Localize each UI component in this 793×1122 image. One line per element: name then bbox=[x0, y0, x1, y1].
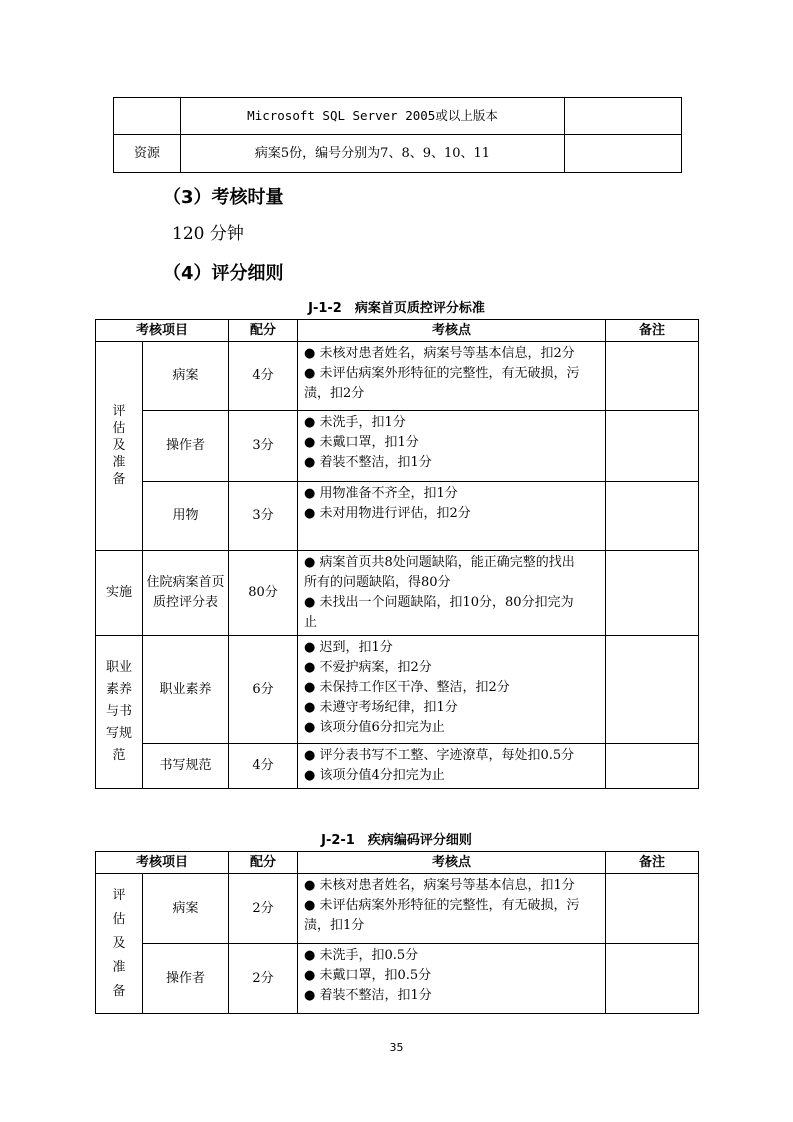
table1-note-cell bbox=[606, 636, 699, 744]
table1-note-cell bbox=[606, 342, 699, 411]
table1-item-cell: 操作者 bbox=[143, 411, 229, 482]
table1-group2-label: 实施 bbox=[96, 551, 143, 636]
exam-duration: 120 分钟 bbox=[172, 224, 244, 244]
point-line: ● 着装不整洁，扣1分 bbox=[304, 455, 432, 470]
point-line: ● 评分表书写不工整、字迹潦草，每处扣0.5分 bbox=[304, 748, 575, 763]
table2-header-score: 配分 bbox=[229, 852, 298, 874]
point-line: ● 未核对患者姓名，病案号等基本信息，扣2分 bbox=[304, 346, 575, 361]
table1-item-cell: 病案 bbox=[143, 342, 229, 411]
resource-label: 资源 bbox=[114, 135, 181, 173]
point-line: ● 未戴口罩，扣0.5分 bbox=[304, 968, 432, 983]
point-line: 所有的问题缺陷，得80分 bbox=[304, 575, 451, 590]
resource-row1-note bbox=[565, 98, 682, 135]
resource-table bbox=[113, 97, 682, 173]
point-line: ● 未洗手，扣1分 bbox=[304, 415, 406, 430]
section4-heading: （4）评分细则 bbox=[163, 263, 284, 284]
table1-note-cell bbox=[606, 744, 699, 789]
table2-header-note: 备注 bbox=[606, 852, 699, 874]
table1-item-cell: 用物 bbox=[143, 482, 229, 551]
table1-header-item: 考核项目 bbox=[96, 320, 229, 342]
table2-points-cell bbox=[298, 874, 606, 944]
table1 bbox=[95, 319, 699, 789]
table1-score-cell: 4分 bbox=[229, 744, 298, 789]
table1-points-cell bbox=[298, 411, 606, 482]
table2-note-cell bbox=[606, 944, 699, 1014]
table2-group1-label: 评估及准备 bbox=[96, 874, 143, 1014]
point-line: ● 未遵守考场纪律，扣1分 bbox=[304, 700, 458, 715]
table2 bbox=[95, 851, 699, 1014]
point-line: ● 未对用物进行评估，扣2分 bbox=[304, 506, 471, 521]
point-line: 渍，扣2分 bbox=[304, 386, 365, 401]
point-line: ● 未戴口罩，扣1分 bbox=[304, 435, 419, 450]
table1-points-cell bbox=[298, 636, 606, 744]
table1-points-cell bbox=[298, 342, 606, 411]
table2-header-item: 考核项目 bbox=[96, 852, 229, 874]
table2-header-points: 考核点 bbox=[298, 852, 606, 874]
point-line: ● 用物准备不齐全，扣1分 bbox=[304, 486, 458, 501]
page-number: 35 bbox=[389, 1041, 404, 1054]
table1-note-cell bbox=[606, 411, 699, 482]
table1-score-cell: 80分 bbox=[229, 551, 298, 636]
point-line: ● 未核对患者姓名，病案号等基本信息，扣1分 bbox=[304, 878, 575, 893]
table1-note-cell bbox=[606, 482, 699, 551]
table1-score-cell: 6分 bbox=[229, 636, 298, 744]
point-line: ● 未找出一个问题缺陷，扣10分，80分扣完为 bbox=[304, 595, 574, 610]
table1-header-points: 考核点 bbox=[298, 320, 606, 342]
resource-content: 病案5份，编号分别为7、8、9、10、11 bbox=[181, 135, 565, 173]
table1-item-cell: 书写规范 bbox=[143, 744, 229, 789]
point-line: ● 未评估病案外形特征的完整性，有无破损，污 bbox=[304, 898, 580, 913]
table1-score-cell: 4分 bbox=[229, 342, 298, 411]
point-line: ● 未洗手，扣0.5分 bbox=[304, 948, 419, 963]
point-line: ● 该项分值4分扣完为止 bbox=[304, 768, 445, 783]
table1-points-cell bbox=[298, 482, 606, 551]
point-line: ● 该项分值6分扣完为止 bbox=[304, 720, 445, 735]
table2-score-cell: 2分 bbox=[229, 874, 298, 944]
point-line: 渍，扣1分 bbox=[304, 918, 365, 933]
table1-caption: J-1-2 病案首页质控评分标准 bbox=[308, 301, 485, 316]
table1-item-cell: 职业素养 bbox=[143, 636, 229, 744]
table2-note-cell bbox=[606, 874, 699, 944]
table1-item-cell: 住院病案首页质控评分表 bbox=[143, 551, 229, 636]
table1-header-note: 备注 bbox=[606, 320, 699, 342]
resource-row1-label bbox=[114, 98, 181, 135]
table1-score-cell: 3分 bbox=[229, 411, 298, 482]
point-line: ● 病案首页共8处问题缺陷，能正确完整的找出 bbox=[304, 555, 575, 570]
software-requirement: Microsoft SQL Server 2005或以上版本 bbox=[181, 98, 565, 135]
table1-score-cell: 3分 bbox=[229, 482, 298, 551]
section3-heading: （3）考核时量 bbox=[163, 187, 284, 208]
point-line: ● 着装不整洁，扣1分 bbox=[304, 988, 432, 1003]
table1-points-cell bbox=[298, 744, 606, 789]
table2-score-cell: 2分 bbox=[229, 944, 298, 1014]
point-line: ● 未保持工作区干净、整洁，扣2分 bbox=[304, 680, 510, 695]
resource-row2-note bbox=[565, 135, 682, 173]
point-line: 止 bbox=[304, 615, 318, 630]
table1-points-cell bbox=[298, 551, 606, 636]
table2-item-cell: 操作者 bbox=[143, 944, 229, 1014]
table2-item-cell: 病案 bbox=[143, 874, 229, 944]
table1-note-cell bbox=[606, 551, 699, 636]
table1-group3-label: 职业素养与书写规范 bbox=[96, 636, 143, 789]
point-line: ● 迟到，扣1分 bbox=[304, 640, 393, 655]
table2-points-cell bbox=[298, 944, 606, 1014]
point-line: ● 未评估病案外形特征的完整性，有无破损，污 bbox=[304, 366, 580, 381]
table1-group1-label: 评估及准备 bbox=[96, 342, 143, 551]
table2-caption: J-2-1 疾病编码评分细则 bbox=[321, 833, 472, 848]
table1-header-score: 配分 bbox=[229, 320, 298, 342]
point-line: ● 不爱护病案，扣2分 bbox=[304, 660, 432, 675]
